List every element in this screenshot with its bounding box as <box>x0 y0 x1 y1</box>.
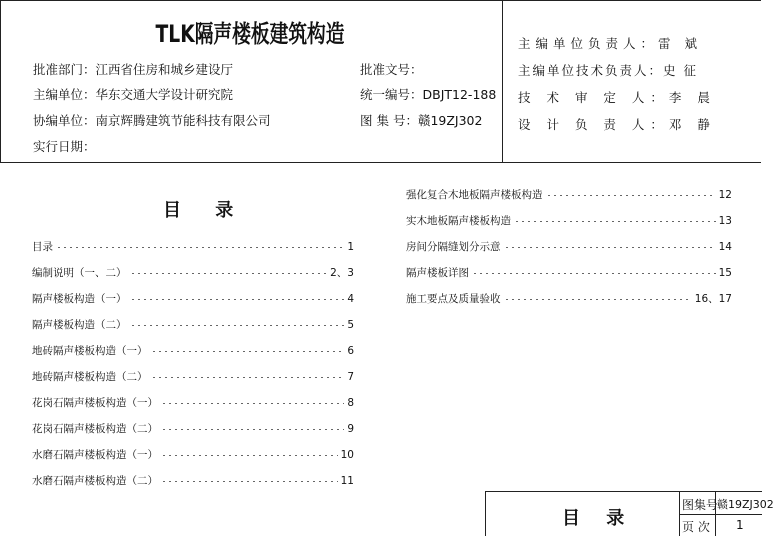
toc-title: 隔声楼板详图 <box>406 267 469 279</box>
toc-title: 隔声楼板构造（一） <box>32 293 127 305</box>
dot-leader <box>151 351 345 352</box>
atlas-label: 图集号 <box>682 498 719 512</box>
page-label: 页 次 <box>682 520 710 534</box>
dot-leader <box>514 221 716 222</box>
unified-no: 统一编号：DBJT12-188 <box>360 87 497 102</box>
toc-title: 地砖隔声楼板构造（二） <box>32 371 148 383</box>
toc-row[interactable] <box>32 370 354 384</box>
approval-dept: 批准部门：江西省住房和城乡建设厅 <box>33 62 234 77</box>
effective-date: 实行日期： <box>33 139 96 154</box>
dot-leader <box>161 455 338 456</box>
toc-row[interactable] <box>32 474 354 488</box>
toc-row[interactable] <box>32 344 354 358</box>
toc-row[interactable] <box>406 188 732 202</box>
toc-title: 房间分隔缝划分示意 <box>406 241 501 253</box>
toc-page: 15 <box>718 267 732 279</box>
toc-row[interactable] <box>406 214 732 228</box>
header-divider <box>502 0 503 162</box>
designer: 设 计 负 责 人：邓 静 <box>518 117 716 132</box>
toc-page: 4 <box>347 293 354 305</box>
toc-page: 8 <box>347 397 354 409</box>
toc-page: 6 <box>347 345 354 357</box>
toc-row[interactable] <box>32 396 354 410</box>
atlas-no: 图 集 号：赣19ZJ302 <box>360 113 483 128</box>
toc-row[interactable] <box>32 318 354 332</box>
toc-title: 强化复合木地板隔声楼板构造 <box>406 189 543 201</box>
dot-leader <box>546 195 716 196</box>
chief-unit: 主编单位：华东交通大学设计研究院 <box>33 87 234 102</box>
toc-title: 水磨石隔声楼板构造（一） <box>32 449 158 461</box>
toc-row[interactable] <box>406 292 732 306</box>
title-block-name: 目 录 <box>562 508 635 529</box>
toc-page: 1 <box>347 241 354 253</box>
header-bottom-border <box>0 162 761 163</box>
toc-row[interactable] <box>32 292 354 306</box>
toc-page: 10 <box>340 449 354 461</box>
toc-page: 12 <box>718 189 732 201</box>
toc-row[interactable] <box>32 266 354 280</box>
toc-title: 实木地板隔声楼板构造 <box>406 215 511 227</box>
page-value: 1 <box>736 518 744 532</box>
title-block-row-divider <box>679 514 762 515</box>
toc-row[interactable] <box>32 422 354 436</box>
dot-leader <box>151 377 345 378</box>
toc-page: 9 <box>347 423 354 435</box>
approval-no: 批准文号： <box>360 62 423 77</box>
header-top-border <box>0 0 761 1</box>
dot-leader <box>161 481 338 482</box>
co-unit: 协编单位：南京辉腾建筑节能科技有限公司 <box>33 113 271 128</box>
toc-title: 目录 <box>32 241 53 253</box>
dot-leader <box>504 299 692 300</box>
dot-leader <box>130 325 345 326</box>
toc-page: 13 <box>718 215 732 227</box>
chief-editor: 主编单位负责人：雷 斌 <box>518 36 702 51</box>
toc-title: 花岗石隔声楼板构造（一） <box>32 397 158 409</box>
header-left-border <box>0 0 1 162</box>
toc-page: 5 <box>347 319 354 331</box>
toc-page: 11 <box>340 475 354 487</box>
dot-leader <box>56 247 344 248</box>
toc-page: 2、3 <box>330 267 354 279</box>
reviewer: 技 术 审 定 人：李 晨 <box>518 90 716 105</box>
toc-heading: 目 录 <box>163 200 248 221</box>
page-title: TLK隔声楼板建筑构造 <box>155 20 345 48</box>
dot-leader <box>161 429 344 430</box>
dot-leader <box>161 403 344 404</box>
chief-tech: 主编单位技术负责人：史 征 <box>518 63 698 78</box>
title-block <box>485 491 774 536</box>
dot-leader <box>504 247 716 248</box>
toc-row[interactable] <box>406 240 732 254</box>
dot-leader <box>472 273 716 274</box>
toc-page: 16、17 <box>694 293 732 305</box>
toc-title: 编制说明（一、二） <box>32 267 127 279</box>
toc-title: 水磨石隔声楼板构造（二） <box>32 475 158 487</box>
toc-title: 隔声楼板构造（二） <box>32 319 127 331</box>
dot-leader <box>130 273 328 274</box>
toc-row[interactable] <box>406 266 732 280</box>
dot-leader <box>130 299 345 300</box>
toc-title: 地砖隔声楼板构造（一） <box>32 345 148 357</box>
toc-title: 花岗石隔声楼板构造（二） <box>32 423 158 435</box>
toc-page: 7 <box>347 371 354 383</box>
toc-row[interactable] <box>32 240 354 254</box>
atlas-value: 赣19ZJ302 <box>717 498 774 511</box>
toc-row[interactable] <box>32 448 354 462</box>
toc-page: 14 <box>718 241 732 253</box>
toc-title: 施工要点及质量验收 <box>406 293 501 305</box>
